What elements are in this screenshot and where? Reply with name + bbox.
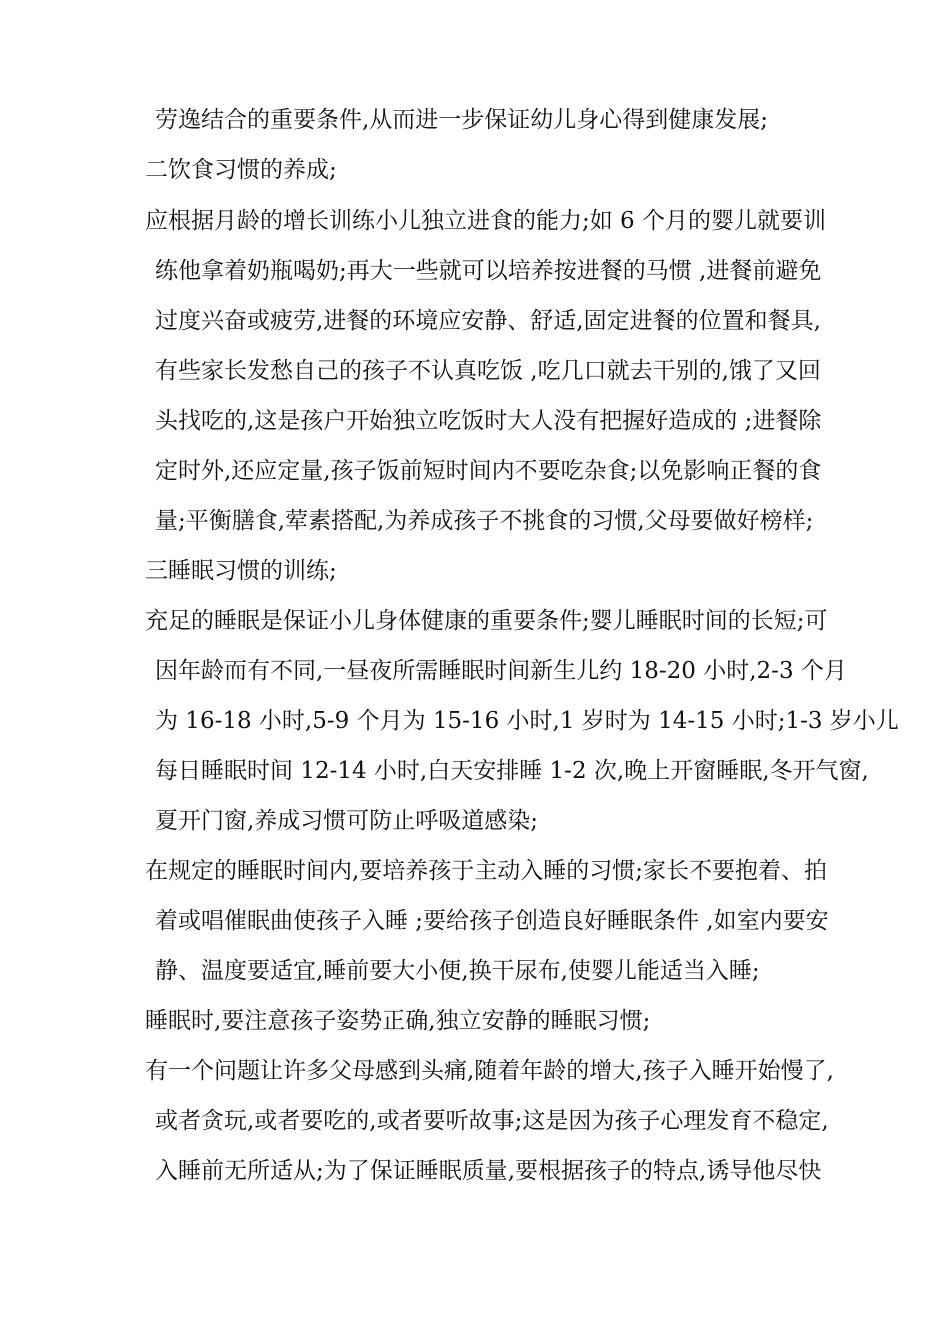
- text-line: 充足的睡眠是保证小儿身体健康的重要条件;婴儿睡眠时间的长短;可: [145, 608, 828, 634]
- text-line: 有些家长发愁自己的孩子不认真吃饭 ,吃几口就去干别的,饿了又回: [155, 358, 821, 384]
- text-line: 劳逸结合的重要条件,从而进一步保证幼儿身心得到健康发展;: [155, 107, 769, 133]
- section-heading: 三睡眠习惯的训练;: [145, 558, 337, 584]
- text-line: 夏开门窗,养成习惯可防止呼吸道感染;: [155, 808, 539, 834]
- text-line: 静、温度要适宜,睡前要大小便,换干尿布,使婴儿能适当入睡;: [155, 958, 760, 984]
- text-line: 入睡前无所适从;为了保证睡眠质量,要根据孩子的特点,诱导他尽快: [155, 1158, 822, 1184]
- section-heading: 二饮食习惯的养成;: [145, 157, 337, 183]
- text-line: 因年龄而有不同,一昼夜所需睡眠时间新生儿约 18-20 小时,2-3 个月: [155, 658, 847, 684]
- text-line: 应根据月龄的增长训练小儿独立进食的能力;如 6 个月的婴儿就要训: [145, 208, 827, 234]
- text-line: 过度兴奋或疲劳,进餐的环境应安静、舒适,固定进餐的位置和餐具,: [155, 308, 821, 334]
- text-line: 着或唱催眠曲使孩子入睡 ;要给孩子创造良好睡眠条件 ,如室内要安: [155, 908, 829, 934]
- text-line: 睡眠时,要注意孩子姿势正确,独立安静的睡眠习惯;: [145, 1008, 651, 1034]
- text-line: 每日睡眠时间 12-14 小时,白天安排睡 1-2 次,晚上开窗睡眠,冬开气窗,: [155, 758, 869, 784]
- text-line: 头找吃的,这是孩户开始独立吃饭时大人没有把握好造成的 ;进餐除: [155, 408, 822, 434]
- text-line: 在规定的睡眠时间内,要培养孩于主动入睡的习惯;家长不要抱着、拍: [145, 858, 828, 884]
- text-line: 定时外,还应定量,孩子饭前短时间内不要吃杂食;以免影响正餐的食: [155, 458, 822, 484]
- text-line: 为 16-18 小时,5-9 个月为 15-16 小时,1 岁时为 14-15 小时;1-3 岁小儿: [155, 708, 899, 734]
- text-line: 量;平衡膳食,荤素搭配,为养成孩子不挑食的习惯,父母要做好榜样;: [155, 508, 814, 534]
- text-line: 有一个问题让许多父母感到头痛,随着年龄的增大,孩子入睡开始慢了,: [145, 1058, 834, 1084]
- text-line: 练他拿着奶瓶喝奶;再大一些就可以培养按进餐的马惯 ,进餐前避免: [155, 258, 822, 284]
- text-line: 或者贪玩,或者要吃的,或者要听故事;这是因为孩子心理发育不稳定,: [155, 1108, 829, 1134]
